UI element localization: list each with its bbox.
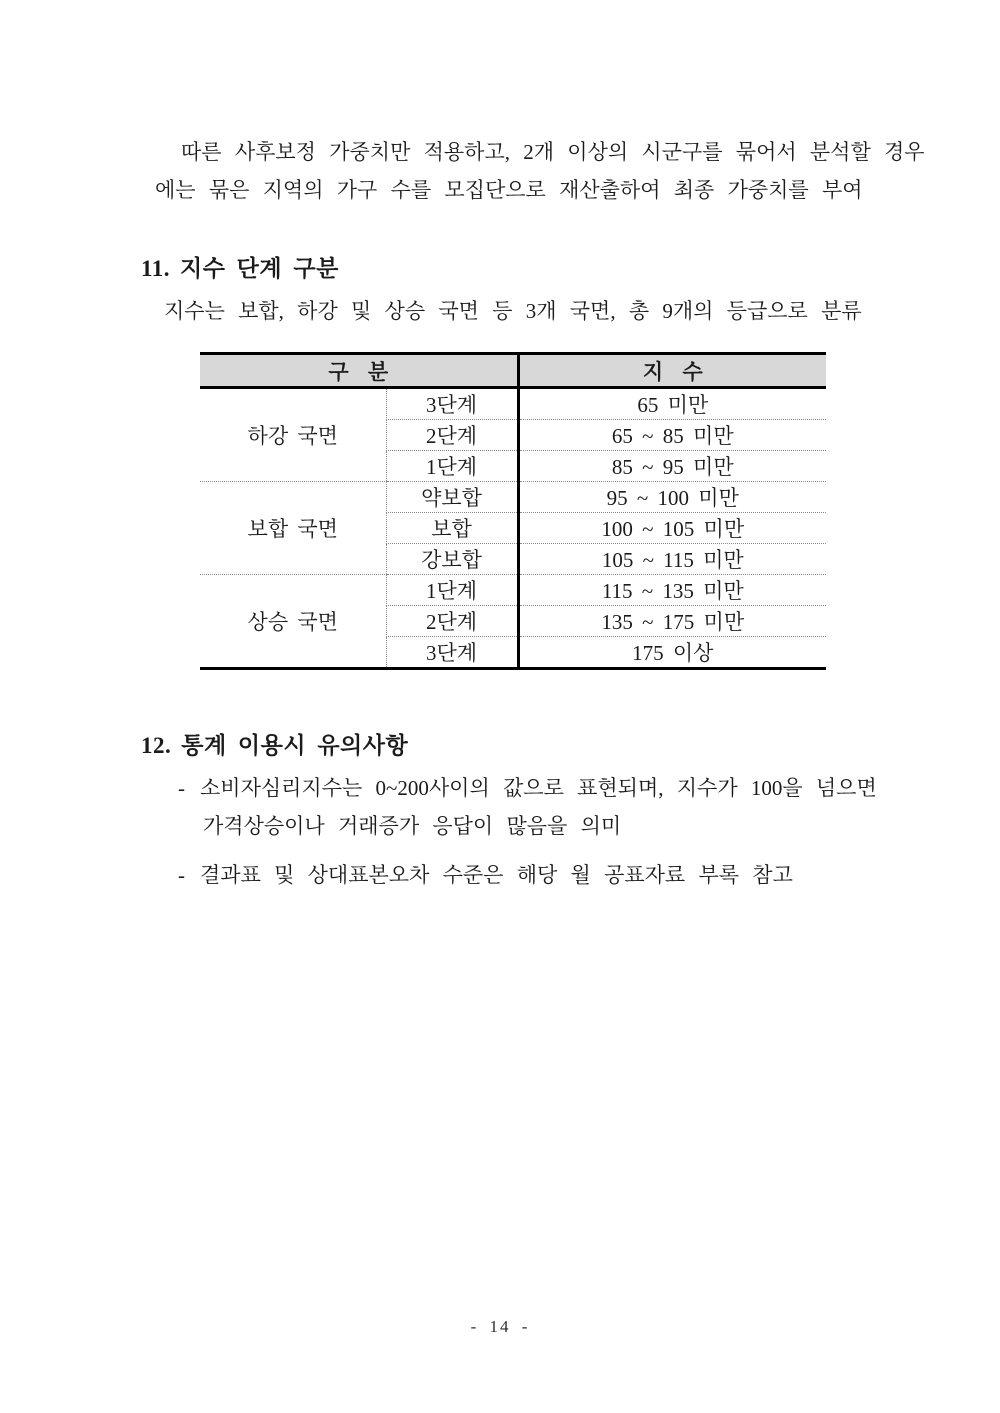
paragraph-line-2: 에는 묶은 지역의 가구 수를 모집단으로 재산출하여 최종 가중치를 부여 (155, 178, 863, 202)
bullet-dash: - (178, 863, 185, 887)
index-grade-table (200, 352, 826, 670)
bullet-dash: - (178, 776, 185, 800)
paragraph-line-1: 따른 사후보정 가중치만 적용하고, 2개 이상의 시군구를 묶어서 분석할 경우 (181, 140, 925, 164)
bullet-text: 소비자심리지수는 0~200사이의 값으로 표현되며, 지수가 100을 넘으면 (200, 776, 877, 800)
table-header-category: 구 분 (200, 354, 518, 388)
table-row (200, 388, 826, 420)
table-stage-cell: 3단계 (386, 637, 518, 669)
table-range-cell: 105 ~ 115 미만 (518, 544, 826, 575)
section-11-number: 11. (141, 256, 170, 281)
table-range-cell: 175 이상 (632, 641, 714, 665)
table-range-cell: 115 ~ 135 미만 (518, 575, 826, 606)
table-header-index: 지 수 (518, 354, 826, 388)
table-range-cell: 65 ~ 85 미만 (518, 420, 826, 451)
table-stage-cell: 2단계 (386, 420, 518, 451)
table-group-cell: 보합 국면 (200, 482, 386, 575)
table-range-cell: 95 ~ 100 미만 (518, 482, 826, 513)
bullet-1-line-2: 가격상승이나 거래증가 응답이 많음을 의미 (203, 814, 622, 838)
table-range-cell: 100 ~ 105 미만 (518, 513, 826, 544)
page-number: - 14 - (470, 1317, 530, 1336)
table-range-cell: 135 ~ 175 미만 (518, 606, 826, 637)
table-stage-cell: 2단계 (386, 606, 518, 637)
table-stage-cell: 보합 (386, 513, 518, 544)
section-12-title: 통계 이용시 유의사항 (181, 733, 409, 758)
table-range-cell: 85 ~ 95 미만 (518, 451, 826, 482)
table-header-row (200, 354, 826, 388)
table-group-cell: 상승 국면 (247, 610, 338, 634)
table-row (200, 482, 826, 513)
table-range-cell: 65 미만 (518, 388, 826, 420)
table-stage-cell: 강보합 (386, 544, 518, 575)
section-12-heading (141, 727, 408, 760)
bullet-text: 결과표 및 상대표본오차 수준은 해당 월 공표자료 부록 참고 (200, 863, 793, 887)
table-row (200, 575, 826, 606)
bullet-1-line-1 (178, 775, 877, 801)
bullet-2 (178, 862, 793, 888)
section-11-title: 지수 단계 구분 (179, 256, 339, 281)
section-11-heading (141, 250, 339, 283)
section-11-intro: 지수는 보합, 하강 및 상승 국면 등 3개 국면, 총 9개의 등급으로 분류 (164, 299, 862, 323)
table-stage-cell: 1단계 (386, 575, 518, 606)
table-stage-cell: 약보합 (386, 482, 518, 513)
table-stage-cell: 1단계 (386, 451, 518, 482)
table-stage-cell: 3단계 (386, 388, 518, 420)
section-12-number: 12. (141, 733, 172, 758)
table-group-cell: 하강 국면 (200, 388, 386, 482)
